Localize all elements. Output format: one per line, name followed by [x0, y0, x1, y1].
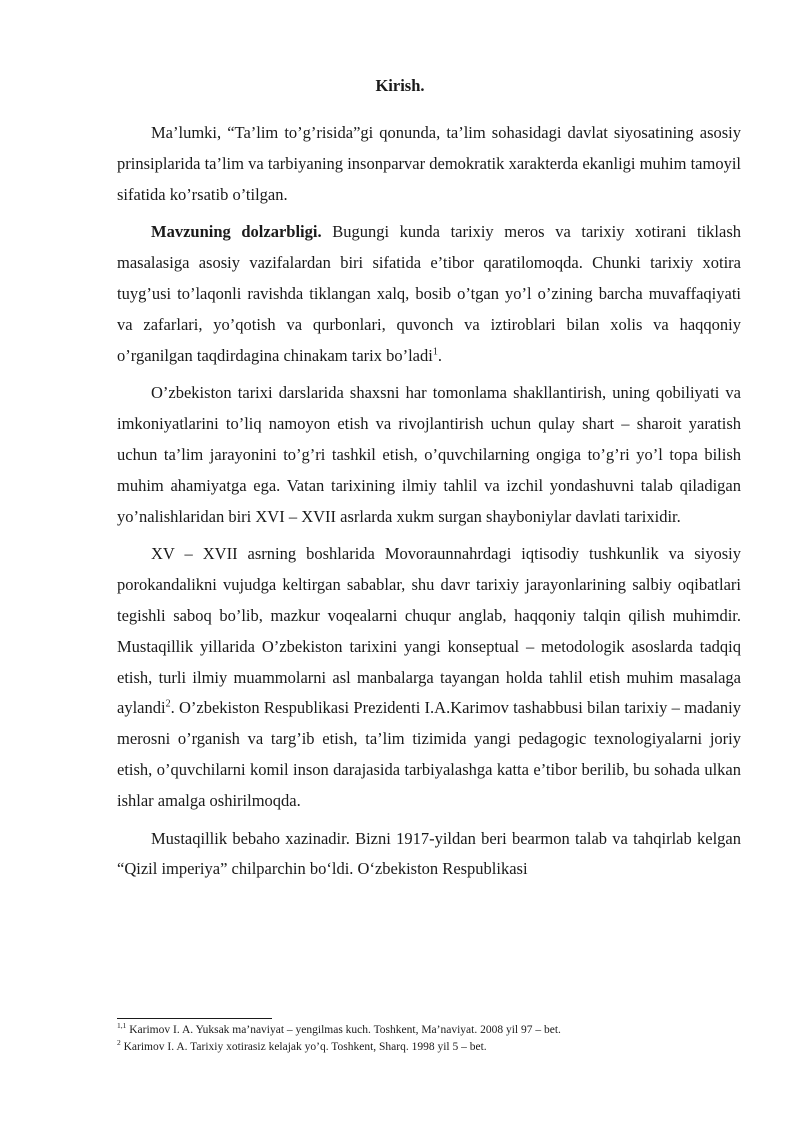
footnote-divider	[117, 1018, 272, 1019]
footnote-2-text: Karimov I. A. Tarixiy xotirasiz kelajak yo’q. Toshkent, Sharq. 1998 yil 5 – bet.	[120, 1041, 487, 1053]
paragraph-relevance	[117, 217, 741, 371]
relevance-text: Bugungi kunda tarixiy meros va tarixiy xotirani tiklash masalasiga asosiy vazifalardan biri sifatida e’tibor qaratilomoqda. Chunki tarixiy xotira tuyg’usi to’laqonli ravishda tiklangan xalq, bosib o’tgan yo’l o’zining barcha muvaffaqiyati va zafarlari, yo’qotish va qurbonlari, quvonch va iztiroblari bilan xolis va haqqoniy o’rganilgan taqdirdagina chinakam tarix bo’ladi	[117, 222, 741, 365]
centuries-text: XV – XVII asrning boshlarida Movoraunnahrdagi iqtisodiy tushkunlik va siyosiy porokandalikni vujudga keltirgan sabablar, shu davr tarixiy jarayonlarining salbiy oqibatlari tegishli saboq bo’lib, mazkur voqealarni chuqur anglab, haqqoniy talqin qilish muhimdir. Mustaqillik yillarida O’zbekiston tarixini yangi konseptual – metodologik asoslarda tadqiq etish, turli ilmiy muammolarni asl manbalarga tayangan holda tahlil etish muhim masalaga aylandi	[117, 544, 741, 718]
page-title: Kirish.	[375, 76, 425, 95]
paragraph-intro: Ma’lumki, “Ta’lim to’g’risida”gi qonunda, ta’lim sohasidagi davlat siyosatining asosiy prinsiplarida ta’lim va tarbiyaning insonparvar demokratik xarakterda ekanligi muhim tamoyil sifatida ko’rsatib o’tilgan.	[117, 123, 741, 204]
footnote-ref-1[interactable]: 1	[432, 346, 438, 358]
relevance-end: .	[437, 345, 442, 365]
paragraph-independence: Mustaqillik bebaho xazinadir. Bizni 1917-yildan beri bearmon talab va tahqirlab kelgan “Qizil imperiya” chilparchin bo‘ldi. O‘zbekiston Respublikasi	[117, 828, 741, 879]
footnote-1-text: Karimov I. A. Yuksak ma’naviyat – yengilmas kuch. Toshkent, Ma’naviyat. 2008 yil 97 – bet.	[126, 1024, 561, 1036]
paragraph-history-lessons: O’zbekiston tarixi darslarida shaxsni har tomonlama shakllantirish, uning qobiliyati va imkoniyatlarini to’liq namoyon etish va rivojlantirish uchun qulay shart – sharoit yaratish uchun ta’lim jarayonini to’g’ri tashkil etish, o’quvchilarning ongiga to’g’ri yo’l topa bilish muhim ahamiyatga ega. Vatan tarixining ilmiy tahlil va izchil yondashuvni talab qiladigan yo’nalishlaridan biri XVI – XVII asrlarda xukm surgan shayboniylar davlati tarixidir.	[117, 383, 741, 526]
footnotes	[117, 1022, 741, 1056]
footnote-1	[117, 1022, 741, 1039]
footnote-2-mark: 2	[117, 1038, 121, 1048]
paragraph-centuries	[117, 539, 741, 816]
footnote-2	[117, 1039, 741, 1056]
footnote-ref-2[interactable]: 2	[165, 698, 171, 710]
document-body	[117, 118, 741, 892]
footnote-1-mark: 1,1	[117, 1021, 127, 1031]
centuries-end: . O’zbekiston Respublikasi Prezidenti I.A.Karimov tashabbusi bilan tarixiy – madaniy merosni o’rganish va targ’ib etish, ta’lim tizimida yangi pedagogic texnologiyalarni joriy etish, o’quvchilarni komil inson darajasida tarbiyalashga katta e’tibor berilib, bu sohada ulkan ishlar amalga oshirilmoqda.	[117, 698, 741, 810]
relevance-heading: Mavzuning dolzarbligi.	[151, 222, 322, 242]
